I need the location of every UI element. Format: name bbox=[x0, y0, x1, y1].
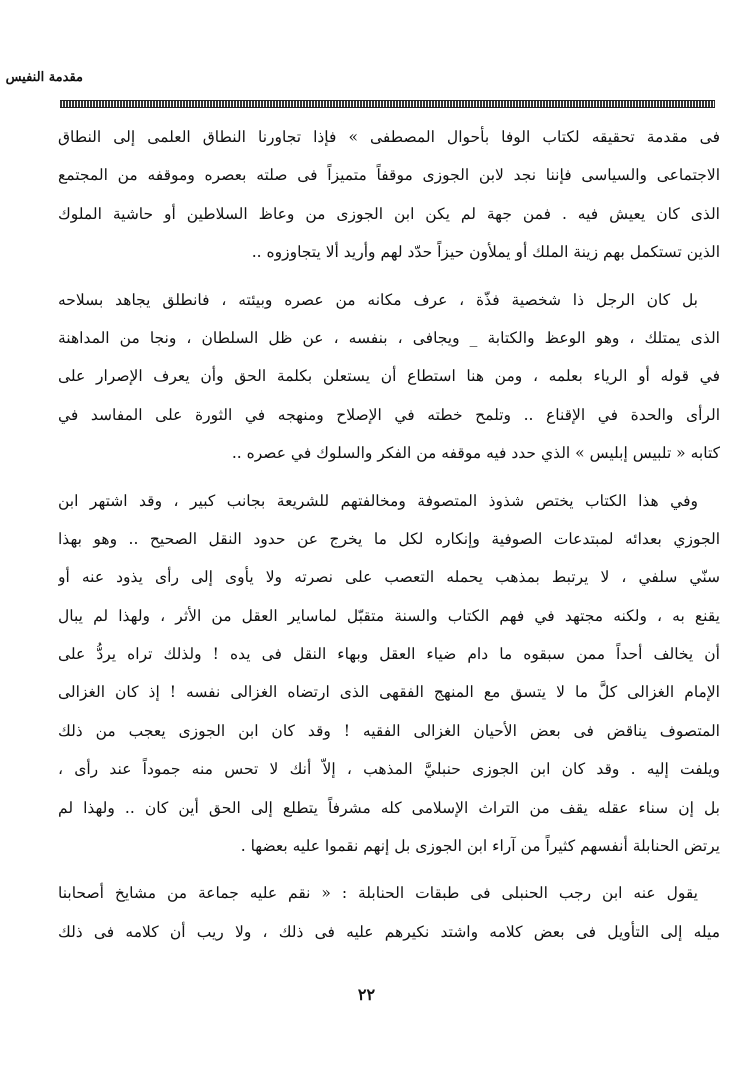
text-line: في قوله أو الرياء بعلمه ، ومن هنا استطاع أن يستعلن بكلمة الحق وأن يعرف الإصرار على bbox=[58, 367, 720, 386]
paragraph-gap bbox=[58, 865, 720, 874]
paragraph bbox=[58, 874, 720, 951]
text-line: الاجتماعى والسياسى فإننا نجد لابن الجوزى موقفاً متميزاً فى صلته بعصره وموقفه من المجتمع bbox=[58, 166, 720, 185]
text-line: سنّي سلفي ، لا يرتبط بمذهب يحمله التعصب على نصرته ولا يأوى إلى رأى يذود عنه أو bbox=[58, 568, 720, 587]
paragraph bbox=[58, 118, 720, 272]
text-body bbox=[58, 118, 720, 951]
paragraph bbox=[58, 482, 720, 866]
text-line: ويلفت إليه . وقد كان ابن الجوزى حنبليَّ المذهب ، إلاّ أنك لا تحس منه جموداً عند رأى ، bbox=[58, 760, 720, 779]
text-line: يقول عنه ابن رجب الحنبلى فى طبقات الحنابلة : « نقم عليه جماعة من مشايخ أصحابنا bbox=[58, 884, 698, 903]
page-number: ٢٢ bbox=[357, 985, 376, 1004]
text-line: كتابه « تلبيس إبليس » الذي حدد فيه موقفه من الفكر والسلوك في عصره .. bbox=[231, 444, 720, 463]
header-divider bbox=[60, 100, 715, 108]
text-line: بل إن سناء عقله يقف من التراث الإسلامى كله مشرفاً يتطلع إلى الحق أين كان .. ولهذا لم bbox=[58, 798, 720, 817]
text-line: ميله إلى التأويل فى بعض كلامه واشتد نكيرهم عليه فى ذلك ، ولا ريب أن كلامه فى ذلك bbox=[58, 922, 720, 941]
text-line: الجوزي بعدائه لمبتدعات الصوفية وإنكاره لكل ما يخرج عن حدود النقل الصحيح .. وهو بهذا bbox=[58, 529, 720, 548]
running-header-title: مقدمة النفيس bbox=[5, 70, 83, 85]
text-line: المتصوف يناقض فى بعض الأحيان الغزالى الفقيه ! وقد كان ابن الجوزى يعجب من ذلك bbox=[58, 721, 720, 740]
text-line: الإمام الغزالى كلَّ ما لا يتسق مع المنهج الفقهى الذى ارتضاه الغزالى نفسه ! إذ كان الغزالى bbox=[58, 683, 720, 702]
text-line: الذين تستكمل بهم زينة الملك أو يملأون حيزاً حدّد لهم وأريد ألا يتجاوزوه .. bbox=[251, 243, 720, 262]
paragraph-gap bbox=[58, 272, 720, 281]
text-line: الذى يمتلك ، وهو الوعظ والكتابة _ ويجافى ، بنفسه ، عن ظل السلطان ، ونجا من المداهنة bbox=[58, 328, 720, 347]
paragraph-gap bbox=[58, 473, 720, 482]
text-line: وفي هذا الكتاب يختص شذوذ المتصوفة ومخالفتهم للشريعة بجانب كبير ، وقد اشتهر ابن bbox=[58, 491, 698, 510]
text-line: يقنع به ، ولكنه مجتهد في فهم الكتاب والسنة متقبّل لماساير العقل من الأثر ، ولهذا لم يبال bbox=[58, 606, 720, 625]
text-line: بل كان الرجل ذا شخصية فذّة ، عرف مكانه من عصره وبيئته ، فانطلق يجاهد بسلاحه bbox=[58, 290, 698, 309]
text-line: الرأى والحدة في الإقناع .. وتلمح خطته في الإصلاح ومنهجه في الثورة على المفاسد في bbox=[58, 405, 720, 424]
text-line: يرتض الحنابلة أنفسهم كثيراً من آراء ابن الجوزى بل إنهم نقموا عليه بعضها . bbox=[240, 837, 720, 856]
text-line: فى مقدمة تحقيقه لكتاب الوفا بأحوال المصطفى » فإذا تجاورنا النطاق العلمى إلى النطاق bbox=[58, 128, 720, 146]
paragraph bbox=[58, 281, 720, 473]
text-line: الذى كان يعيش فيه . فمن جهة لم يكن ابن الجوزى من وعاظ السلاطين أو حاشية الملوك bbox=[58, 204, 720, 223]
text-line: أن يخالف أحداً ممن سبقوه ما دام ضياء العقل وبهاء النقل فى يده ! ولذلك تراه يردُّ على bbox=[58, 645, 720, 664]
